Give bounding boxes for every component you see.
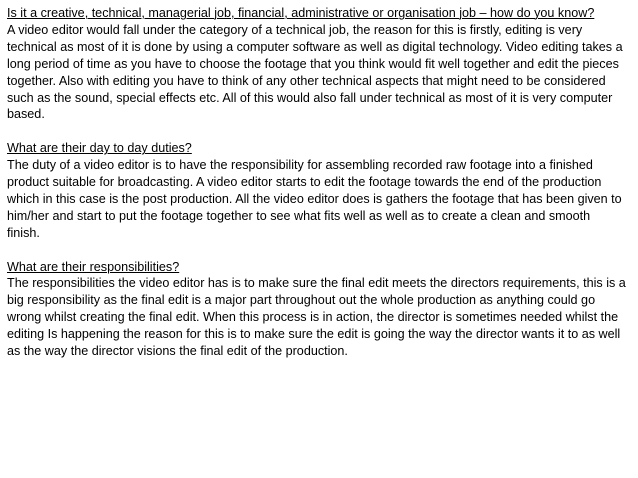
section-body: The responsibilities the video editor has is to make sure the final edit meets the directors requirements, this is a big responsibility as the final edit is a major part throughout out the whole production as anything could go wrong whilst creating the final edit. When this process is in action, the director is sometimes needed whilst the editing Is happening the reason for this is to make sure the edit is going the way the director wants it to as well as the way the director visions the final edit of the production. <box>7 276 626 359</box>
section-heading: What are their day to day duties? <box>7 141 192 156</box>
section-daily-duties <box>7 140 626 241</box>
section-body: The duty of a video editor is to have the responsibility for assembling recorded raw footage into a finished product suitable for broadcasting. A video editor starts to edit the footage towards the end of the production which in this case is the post production. All the video editor does is gathers the footage that has been given to him/her and start to put the footage together to see what fits well as well as to create a clean and smooth finish. <box>7 158 622 240</box>
section-heading: Is it a creative, technical, managerial job, financial, administrative or organisation job – how do you know? <box>7 6 595 20</box>
section-heading: What are their responsibilities? <box>7 259 180 274</box>
section-job-category <box>7 5 626 123</box>
section-responsibilities <box>7 259 626 360</box>
section-body: A video editor would fall under the category of a technical job, the reason for this is firstly, editing is very technical as most of it is done by using a computer software as well as digital technology. Video editing takes a long period of time as you have to choose the footage that you think would fit well together and edit the pieces together. Also with editing you have to think of any other technical aspects that might need to be considered such as the sound, special effects etc. All of this would also fall under technical as most of it is very computer based. <box>7 22 623 122</box>
